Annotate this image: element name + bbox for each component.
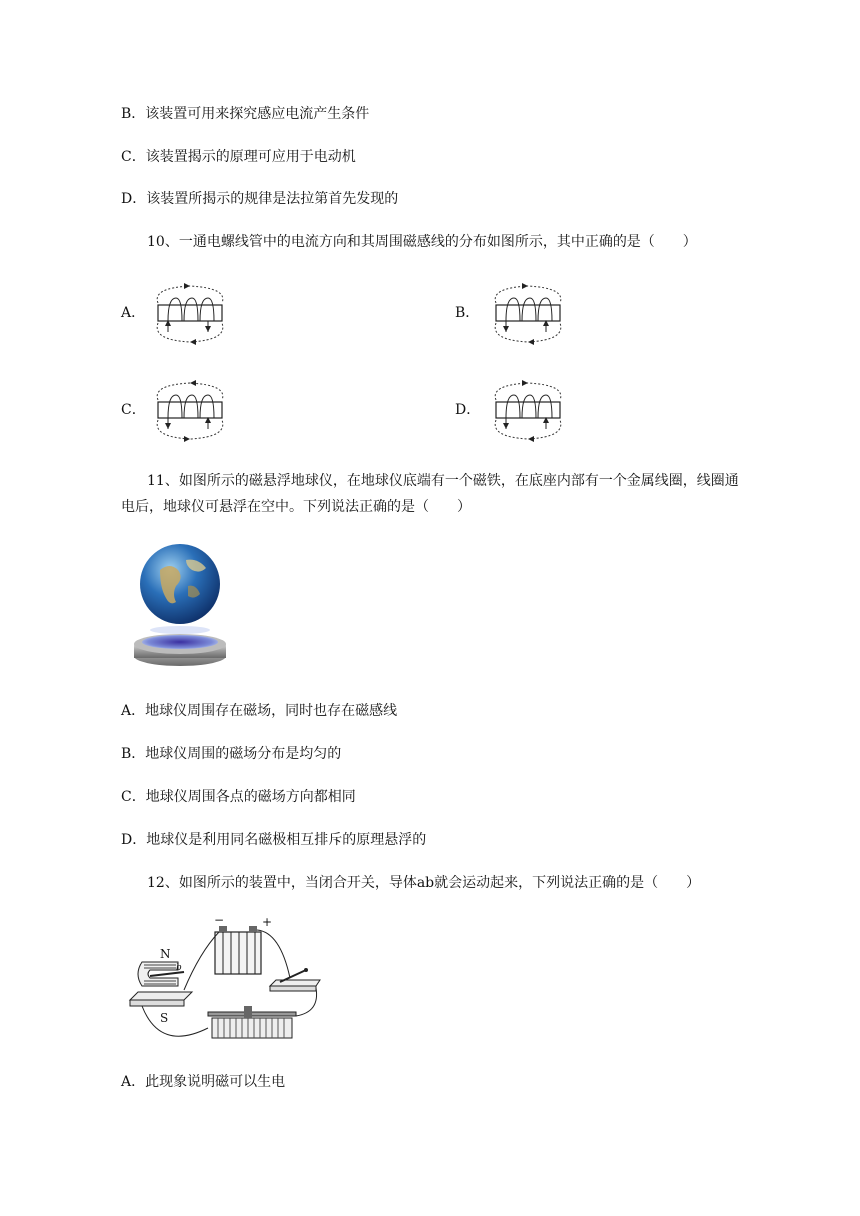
q10-stem: 10、一通电螺线管中的电流方向和其周围磁感线的分布如图所示，其中正确的是（ ） — [147, 234, 697, 250]
q10-label-b: B． — [455, 305, 480, 321]
q11-option-b: B．地球仪周围的磁场分布是均匀的 — [121, 746, 342, 762]
q12-option-a: A．此现象说明磁可以生电 — [121, 1074, 286, 1090]
q9-option-d: D．该装置所揭示的规律是法拉第首先发现的 — [121, 191, 399, 207]
circuit-apparatus-figure — [120, 912, 330, 1062]
q9-option-b: B．该装置可用来探究感应电流产生条件 — [121, 106, 370, 122]
solenoid-figure-c — [144, 377, 236, 443]
q11-option-d: D．地球仪是利用同名磁极相互排斥的原理悬浮的 — [121, 832, 427, 848]
q9-option-c: C．该装置揭示的原理可应用于电动机 — [121, 149, 356, 165]
q10-label-a: A． — [121, 305, 146, 321]
q10-label-d: D． — [455, 402, 481, 418]
q11-stem-line1: 11、如图所示的磁悬浮地球仪，在地球仪底端有一个磁铁，在底座内部有一个金属线圈，线圈通 — [147, 473, 739, 489]
rheostat-icon — [208, 1006, 296, 1038]
battery-icon — [215, 926, 261, 974]
q11-option-a: A．地球仪周围存在磁场，同时也存在磁感线 — [121, 703, 398, 719]
solenoid-figure-b — [482, 280, 574, 346]
conductor-b-label: b — [176, 963, 182, 973]
battery-plus-label: + — [262, 915, 273, 929]
switch-icon — [270, 968, 320, 991]
q10-label-c: C． — [121, 402, 146, 418]
q11-option-c: C．地球仪周围各点的磁场方向都相同 — [121, 789, 356, 805]
maglev-globe-image — [126, 540, 234, 680]
battery-minus-label: − — [214, 913, 225, 927]
magnet-n-label: N — [160, 947, 171, 961]
q12-stem: 12、如图所示的装置中，当闭合开关，导体ab就会运动起来，下列说法正确的是（ ） — [147, 875, 701, 891]
magnet-s-label: S — [160, 1011, 169, 1025]
solenoid-figure-d — [482, 377, 574, 443]
q11-stem-line2: 电后，地球仪可悬浮在空中。下列说法正确的是（ ） — [121, 499, 471, 515]
solenoid-figure-a — [144, 280, 236, 346]
horseshoe-magnet-icon — [130, 962, 192, 1006]
